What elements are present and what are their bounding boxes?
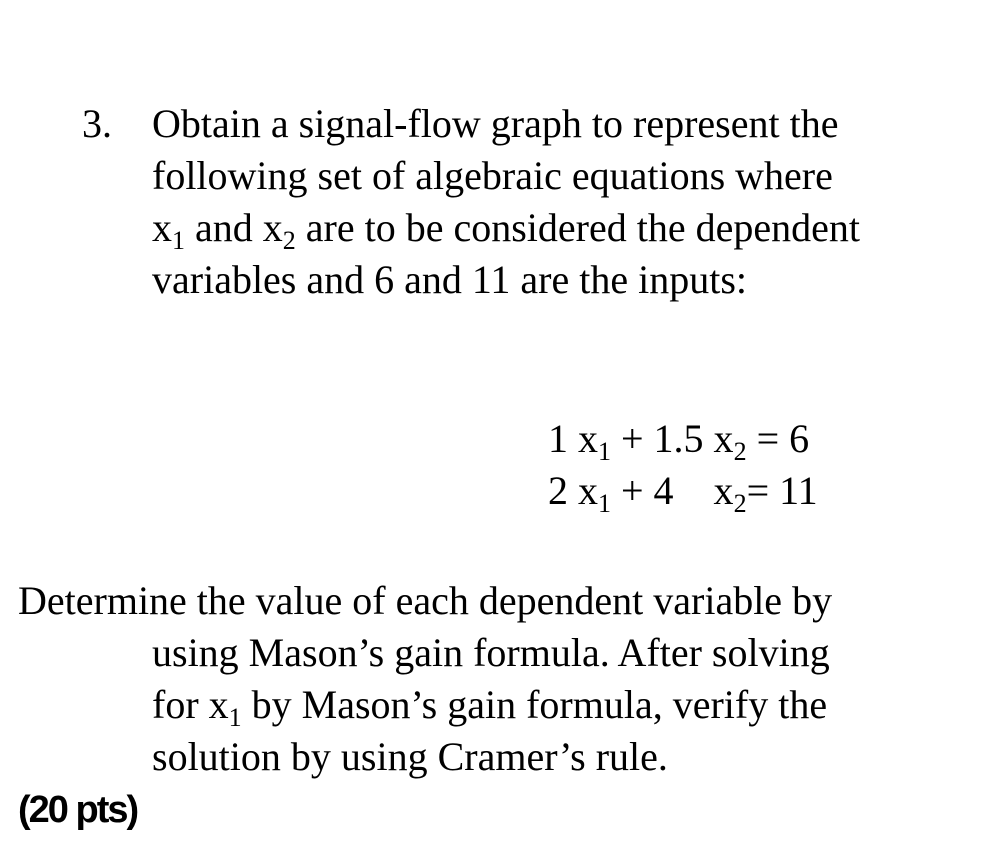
subscript: 1 — [172, 226, 185, 255]
instruction-line-4: solution by using Cramer’s rule. — [152, 734, 668, 779]
question-text-fragment: are to be considered the dependent — [295, 205, 860, 250]
instruction-text-fragment: for x — [152, 682, 229, 727]
instruction-line-1: Determine the value of each dependent variable by — [18, 578, 833, 623]
question-text-fragment: and x — [185, 205, 283, 250]
equation-term: + 4 x — [611, 468, 734, 513]
equation-rhs: = 11 — [746, 468, 818, 513]
subscript: 2 — [733, 437, 747, 466]
question-line-4: variables and 6 and 11 are the inputs: — [152, 257, 747, 302]
subscript: 1 — [228, 703, 242, 732]
subscript: 1 — [598, 437, 611, 466]
subscript: 1 — [598, 489, 611, 518]
equation-2 — [548, 465, 818, 517]
equation-rhs: = 6 — [746, 416, 810, 461]
points-label: (20 pts) — [18, 789, 138, 831]
instruction-text-fragment: by Mason’s gain formula, verify the — [241, 682, 828, 727]
subscript: 2 — [733, 489, 747, 518]
question-statement — [152, 98, 982, 306]
equation-system — [548, 413, 818, 517]
instructions — [18, 575, 978, 783]
question-line-2: following set of algebraic equations where — [152, 153, 833, 198]
question-line-3 — [152, 202, 982, 254]
equation-term: 1 x — [548, 416, 598, 461]
equation-term: + 1.5 x — [611, 416, 734, 461]
equation-term: 2 x — [548, 468, 598, 513]
instruction-line-2: using Mason’s gain formula. After solving — [152, 630, 830, 675]
equation-1 — [548, 413, 818, 465]
question-line-1: Obtain a signal-flow graph to represent the — [152, 101, 839, 146]
variable-x: x — [152, 205, 172, 250]
instruction-line-3 — [18, 679, 978, 731]
question-number: 3. — [82, 101, 112, 146]
subscript: 2 — [282, 226, 296, 255]
